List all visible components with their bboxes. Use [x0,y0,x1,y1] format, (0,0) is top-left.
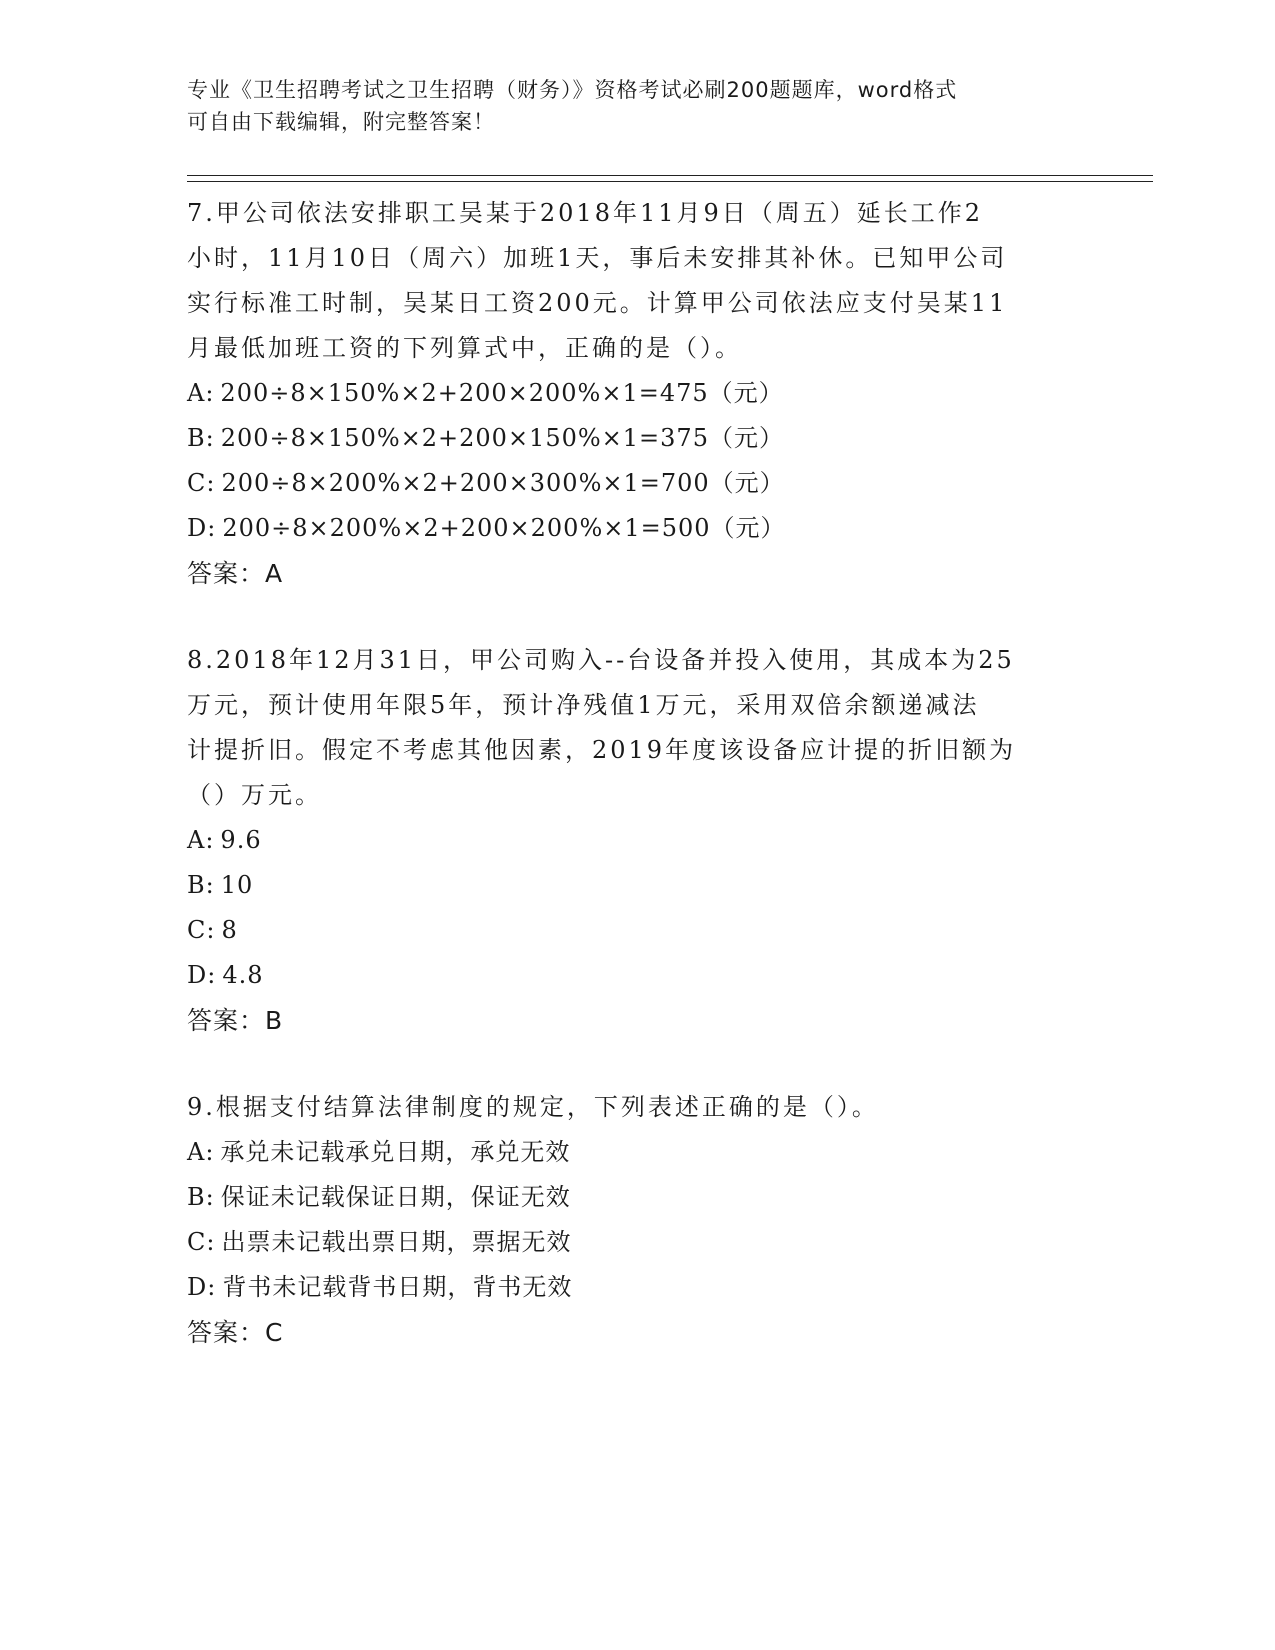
option-letter: A: [187,379,215,407]
option-letter: B: [187,1183,215,1211]
stem-line: 8.2018年12月31日，甲公司购入--台设备并投入使用，其成本为25 [187,646,1015,674]
option-c [187,1220,1087,1265]
document-header [187,74,1087,138]
option-letter: C: [187,1228,216,1256]
option-b [187,863,1087,908]
option-c [187,461,1087,506]
option-text: 200÷8×200%×2+200×300%×1=700（元） [221,469,785,497]
stem-line: 万元，预计使用年限5年，预计净残值1万元，采用双倍余额递减法 [187,691,980,719]
option-a [187,371,1087,416]
stem-line: 实行标准工时制，吴某日工资200元。计算甲公司依法应支付吴某11 [187,289,1008,317]
answer-label: 答案：C [187,1318,284,1347]
header-divider-bottom [187,181,1153,182]
option-letter: A: [187,826,215,854]
header-divider-top [187,175,1153,176]
stem-line: 9.根据支付结算法律制度的规定，下列表述正确的是（）。 [187,1093,879,1121]
option-text: 承兑未记载承兑日期，承兑无效 [220,1138,571,1166]
question-stem [187,638,1087,818]
stem-line: 月最低加班工资的下列算式中，正确的是（）。 [187,334,742,362]
answer-label: 答案：A [187,559,284,588]
option-text: 200÷8×200%×2+200×200%×1=500（元） [222,514,786,542]
option-c [187,908,1087,953]
option-letter: D: [187,514,217,542]
question-list [187,191,1087,1397]
option-text: 200÷8×150%×2+200×200%×1=475（元） [220,379,784,407]
option-letter: C: [187,916,216,944]
option-a [187,1130,1087,1175]
option-letter: B: [187,424,215,452]
option-text: 保证未记载保证日期，保证无效 [220,1183,571,1211]
option-letter: D: [187,1273,217,1301]
option-a [187,818,1087,863]
stem-line: 小时，11月10日（周六）加班1天，事后未安排其补休。已知甲公司 [187,244,1008,272]
option-letter: D: [187,961,217,989]
stem-line: 7.甲公司依法安排职工吴某于2018年11月9日（周五）延长工作2 [187,199,984,227]
option-d [187,506,1087,551]
question-9 [187,1085,1087,1355]
option-letter: A: [187,1138,215,1166]
header-line-2: 可自由下载编辑，附完整答案！ [187,110,495,134]
option-letter: B: [187,871,215,899]
answer-label: 答案：B [187,1006,284,1035]
question-stem [187,1085,1087,1130]
option-b [187,416,1087,461]
question-8 [187,638,1087,1043]
option-text: 出票未记载出票日期，票据无效 [221,1228,572,1256]
stem-line: （）万元。 [187,781,322,809]
option-letter: C: [187,469,216,497]
option-text: 背书未记载背书日期，背书无效 [222,1273,573,1301]
option-text: 200÷8×150%×2+200×150%×1=375（元） [220,424,784,452]
option-d [187,1265,1087,1310]
header-line-1: 专业《卫生招聘考试之卫生招聘（财务）》资格考试必刷200题题库，word格式 [187,78,958,102]
option-text: 8 [221,916,238,944]
option-b [187,1175,1087,1220]
option-d [187,953,1087,998]
stem-line: 计提折旧。假定不考虑其他因素，2019年度该设备应计提的折旧额为 [187,736,1017,764]
option-text: 9.6 [220,826,262,854]
option-text: 10 [220,871,254,899]
question-stem [187,191,1087,371]
question-7 [187,191,1087,596]
option-text: 4.8 [222,961,264,989]
